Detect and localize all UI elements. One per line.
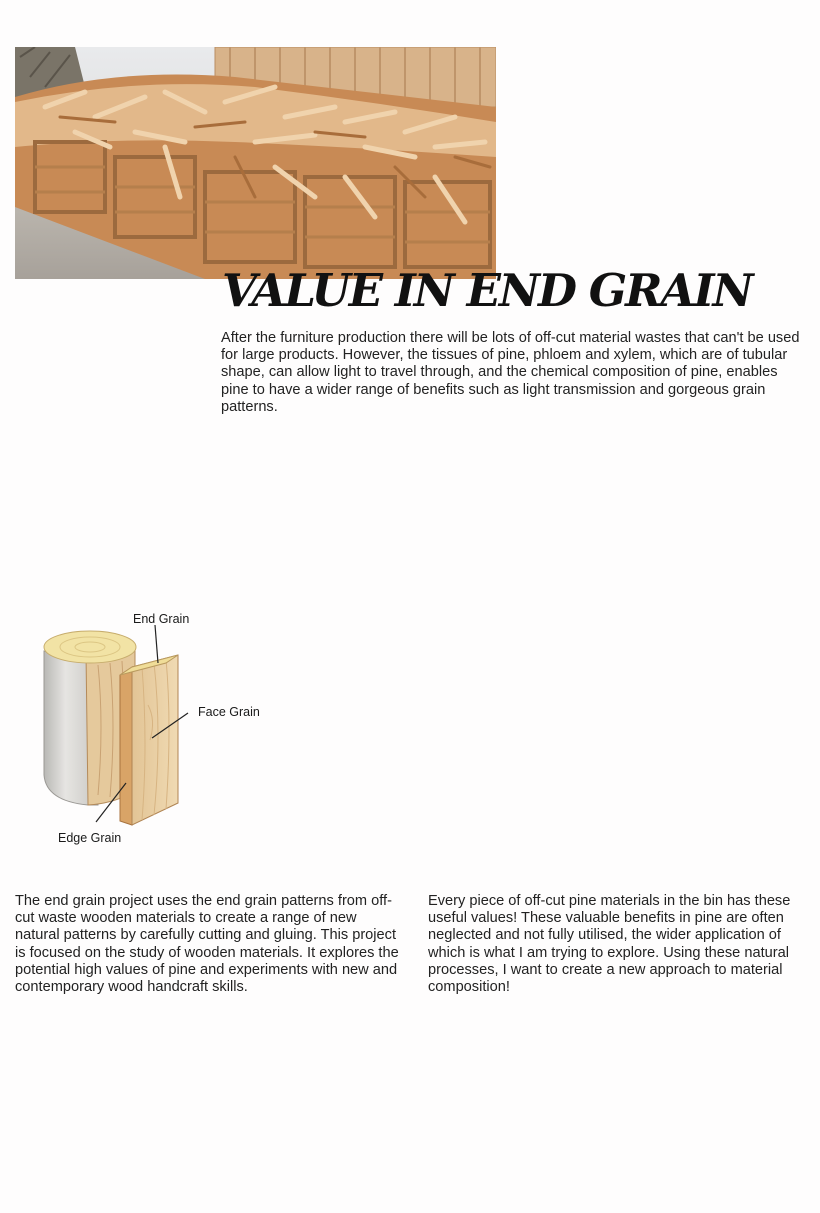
edge-grain-label: Edge Grain [58, 831, 122, 845]
log-and-plank-illustration [38, 605, 278, 855]
offcut-wood-pile-photo [15, 47, 496, 279]
intro-paragraph: After the furniture production there will be lots of off-cut material wastes that can't be used for large products. However, the tissues of pine, phloem and xylem, which are of tubular shape, can allow light to travel through, and the chemical composition of pine, enables pine to have a wider range of benefits such as light transmission and gorgeous grain patterns. [221, 330, 800, 415]
face-grain-label: Face Grain [198, 705, 260, 719]
material-values-paragraph: Every piece of off-cut pine materials in the bin has these useful values! These valuable benefits in pine are often neglected and not fully utilised, the wider application of which is what I am trying to explore. Using these natural processes, I want to create a new approach to material composition! [428, 893, 791, 996]
page-title: VALUE IN END GRAIN [222, 264, 752, 317]
end-grain-label: End Grain [133, 612, 190, 626]
end-grain-leader [155, 625, 158, 663]
wood-grain-diagram [38, 605, 278, 855]
project-description-paragraph: The end grain project uses the end grain patterns from off-cut waste wooden materials to create a range of new natural patterns by carefully cutting and gluing. This project is focused on the study of wooden materials. It explores the potential high values of pine and experiments with new and contemporary wood handcraft skills. [15, 893, 399, 996]
wood-pile-illustration [15, 47, 496, 279]
